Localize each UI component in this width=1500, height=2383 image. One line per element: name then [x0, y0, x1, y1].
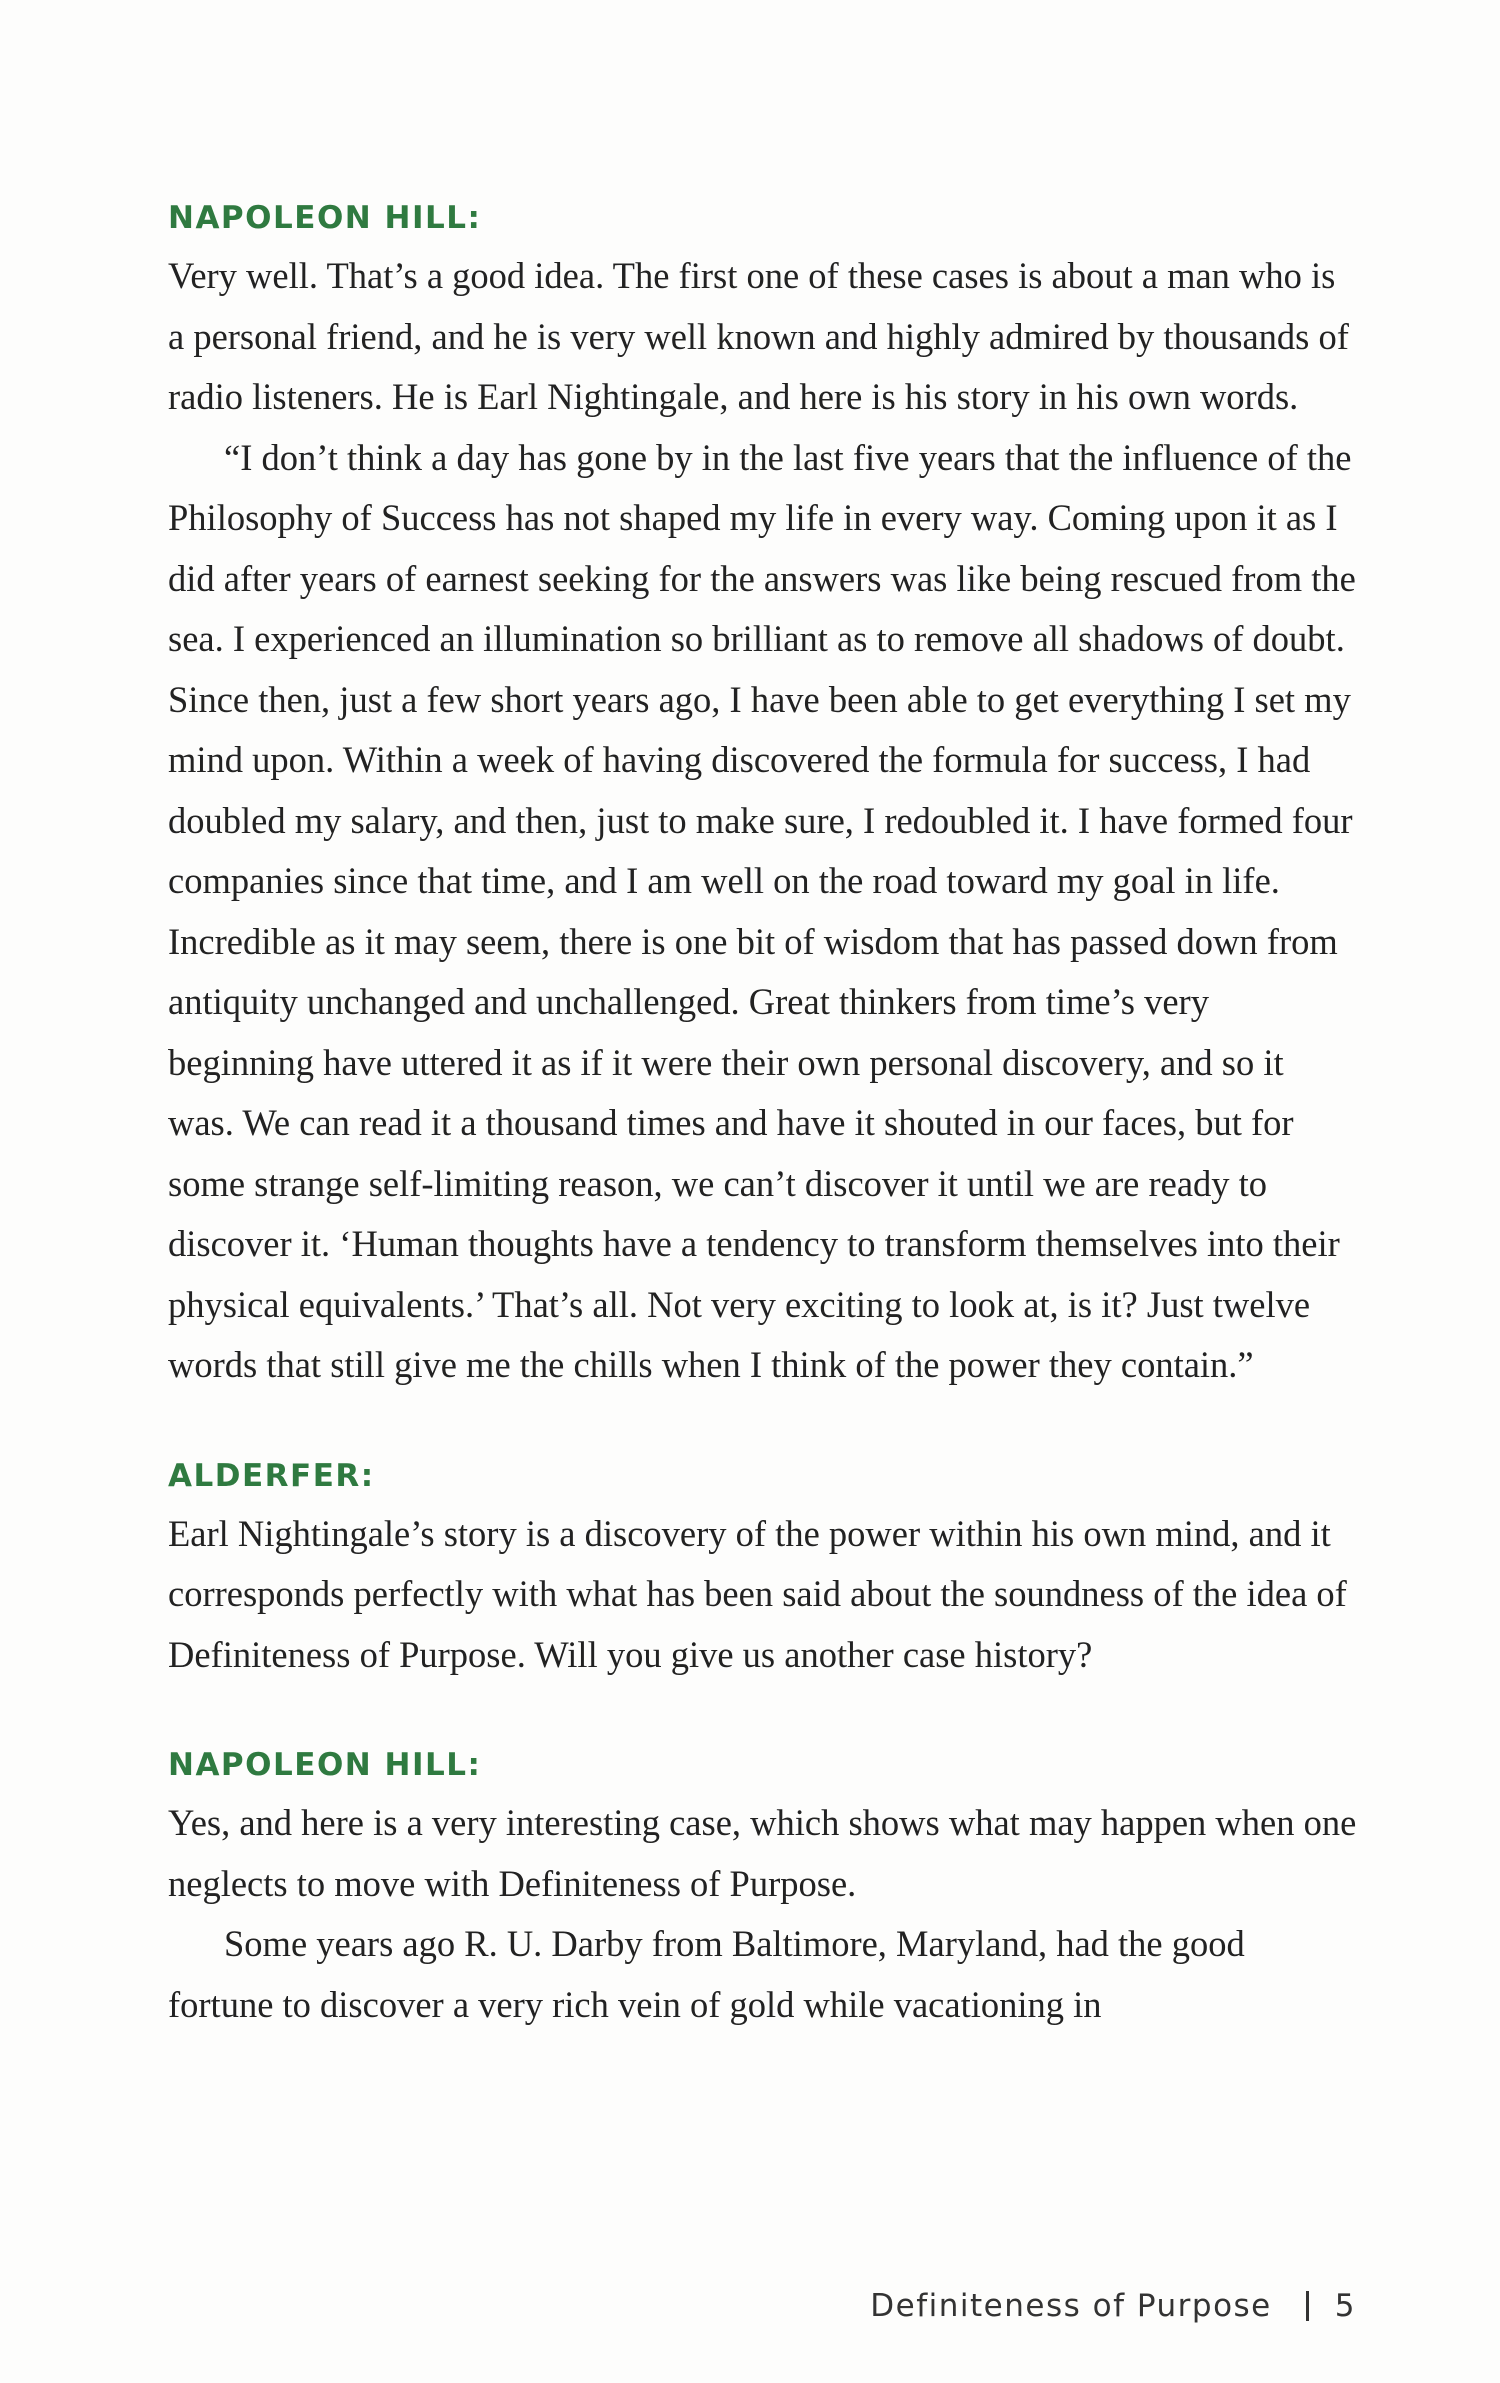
paragraph: Earl Nightingale’s story is a discovery of the power within his own mind, and it corresponds perfectly with what has been said about the soundness of the idea of Definiteness of Purpose. Will you give us another case history?: [168, 1512, 1347, 1675]
paragraph: Some years ago R. U. Darby from Baltimore, Maryland, had the good fortune to discover a very rich vein of gold while vacationing in: [168, 1923, 1245, 2025]
footer-divider: [1306, 2291, 1309, 2321]
speaker-label: NAPOLEON HILL:: [168, 200, 482, 236]
paragraph: Very well. That’s a good idea. The first one of these cases is about a man who is a personal friend, and he is very well known and highly admired by thousands of radio listeners. He is Earl Nightingale, and here is his story in his own words.: [168, 255, 1349, 417]
paragraph: “I don’t think a day has gone by in the last five years that the influence of the Philosophy of Success has not shaped my life in every way. Coming upon it as I did after years of earnest seeking for the answers was like being rescued from the sea. I experienced an illumination so brilliant as to remove all shadows of doubt. Since then, just a few short years ago, I have been able to get everything I set my mind upon. Within a week of having discovered the formula for success, I had doubled my salary, and then, just to make sure, I redoubled it. I have formed four companies since that time, and I am well on the road toward my goal in life. Incredible as it may seem, there is one bit of wisdom that has passed down from antiquity unchanged and unchallenged. Great thinkers from time’s very beginning have uttered it as if it were their own personal discovery, and so it was. We can read it a thousand times and have it shouted in our faces, but for some strange self-limiting reason, we can’t discover it until we are ready to discover it. ‘Human thoughts have a tendency to transform themselves into their physical equivalents.’ That’s all. Not very exciting to look at, is it? Just twelve words that still give me the chills when I think of the power they contain.”: [168, 436, 1356, 1385]
page-footer: [870, 2288, 1356, 2324]
running-title: Definiteness of Purpose: [870, 2288, 1272, 2324]
speaker-label: ALDERFER:: [168, 1457, 375, 1494]
paragraph: Yes, and here is a very interesting case, which shows what may happen when one neglects to move with Definiteness of Purpose.: [168, 1802, 1357, 1904]
page-number: 5: [1334, 2288, 1356, 2324]
dialogue-section: [168, 196, 1358, 1396]
page-body: [168, 196, 1358, 2093]
dialogue-section: [168, 1454, 1358, 1686]
speaker-label: NAPOLEON HILL:: [168, 1747, 482, 1783]
dialogue-section: [168, 1743, 1358, 2035]
